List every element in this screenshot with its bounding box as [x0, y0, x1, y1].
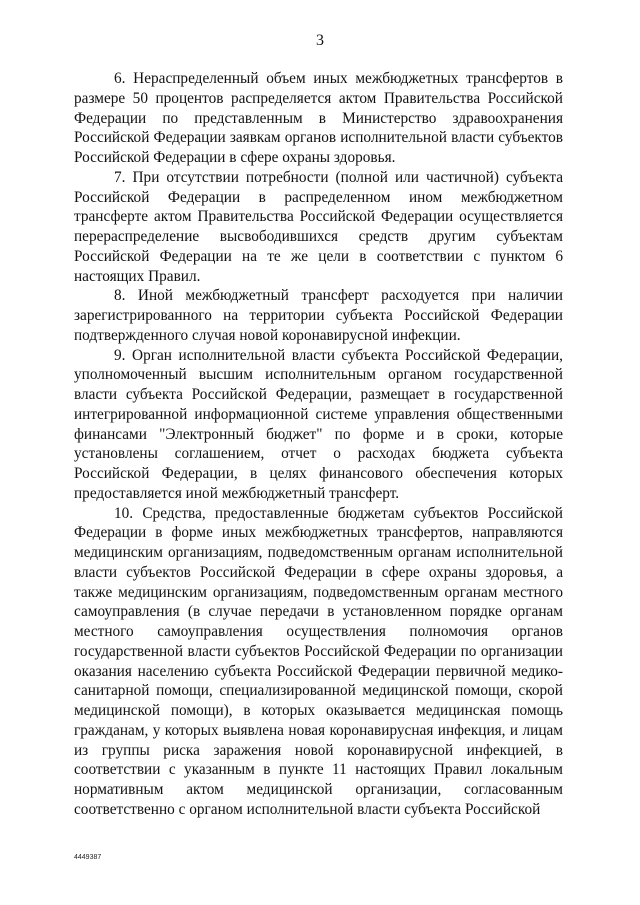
page-number: 3 — [316, 32, 324, 49]
paragraph-7: 7. При отсутствии потребности (полной или частичной) субъекта Российской Федерации в распределенном ином межбюджетном трансферте актом Правительства Российской Федерации осуществляется перераспределение высвободившихся средств другим субъектам Российской Федерации на те же цели в соответствии с пунктом 6 настоящих Правил. — [74, 168, 563, 285]
paragraph-10: 10. Средства, предоставленные бюджетам субъектов Российской Федерации в форме иных межбюджетных трансфертов, направляются медицинским организациям, подведомственным органам исполнительной власти субъектов Российской Федерации в сфере охраны здоровья, а также медицинским организациям, подведомственным органам местного самоуправления (в случае передачи в установленном порядке органам местного самоуправления осуществления полномочия органов государственной власти субъектов Российской Федерации по организации оказания населению субъекта Российской Федерации первичной медико-санитарной помощи, специализированной медицинской помощи, скорой медицинской помощи), в которых оказывается медицинская помощь гражданам, у которых выявлена новая коронавирусная инфекция, и лицам из группы риска заражения новой коронавирусной инфекцией, в соответствии с указанным в пункте 11 настоящих Правил локальным нормативным актом медицинской организации, согласованным соответственно с органом исполнительной власти субъекта Российской — [74, 504, 563, 818]
paragraph-9: 9. Орган исполнительной власти субъекта Российской Федерации, уполномоченный высшим исполнительным органом государственной власти субъекта Российской Федерации, размещает в государственной интегрированной информационной системе управления общественными финансами "Электронный бюджет" по форме и в сроки, которые установлены соглашением, отчет о расходах бюджета субъекта Российской Федерации, в целях финансового обеспечения которых предоставляется иной межбюджетный трансферт. — [74, 346, 563, 502]
paragraph-8: 8. Иной межбюджетный трансферт расходуется при наличии зарегистрированного на территории субъекта Российской Федерации подтвержденного случая новой коронавирусной инфекции. — [74, 287, 563, 344]
document-id: 4449387 — [74, 854, 102, 861]
paragraph-6: 6. Нераспределенный объем иных межбюджетных трансфертов в размере 50 процентов распределяется актом Правительства Российской Федерации по представленным в Министерство здравоохранения Российской Федерации заявкам органов исполнительной власти субъектов Российской Федерации в сфере охраны здоровья. — [74, 70, 563, 166]
document-body — [74, 69, 563, 820]
